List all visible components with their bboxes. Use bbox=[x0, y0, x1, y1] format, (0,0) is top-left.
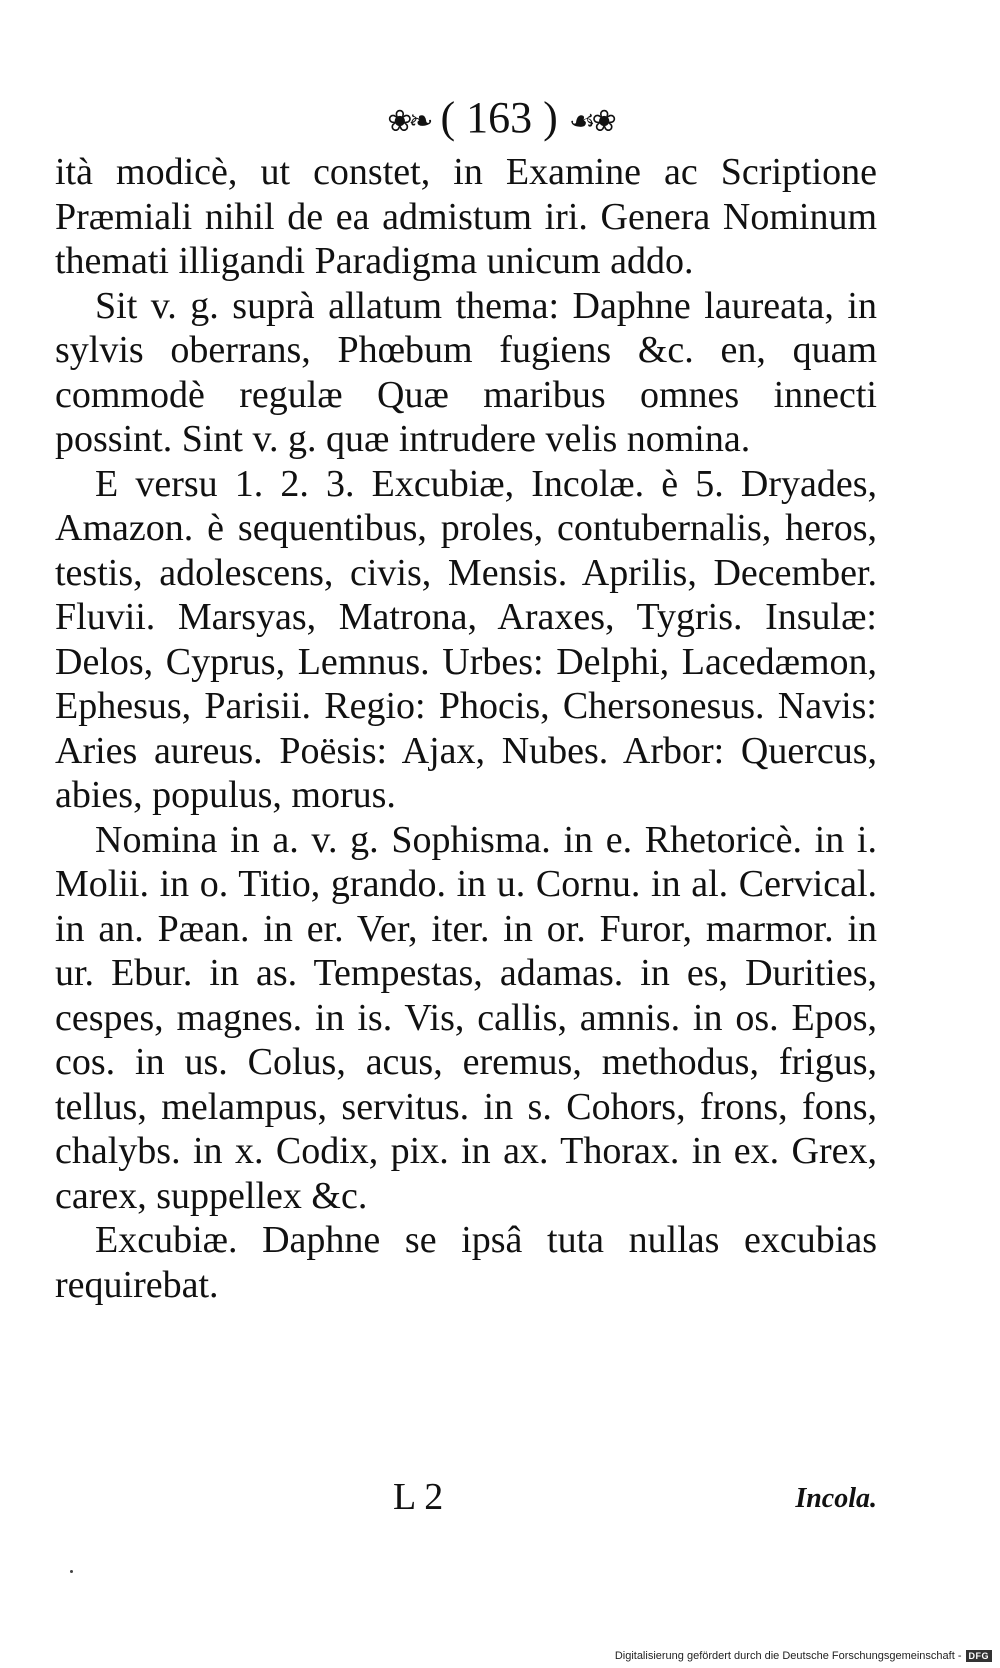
signature-mark: L 2 bbox=[393, 1476, 444, 1518]
page-header bbox=[0, 88, 1000, 152]
digitization-credit bbox=[615, 1650, 992, 1662]
paragraph-5: Excubiæ. Daphne se ipsâ tuta nullas excubias requirebat. bbox=[55, 1219, 877, 1306]
body-text bbox=[55, 150, 877, 1307]
page-footer bbox=[55, 1475, 877, 1525]
page-number: ( 163 ) bbox=[440, 93, 558, 142]
dfg-logo-icon: DFG bbox=[966, 1650, 993, 1662]
catchword: Incola. bbox=[795, 1483, 877, 1514]
print-speck bbox=[70, 1570, 73, 1573]
ornament-left-icon: ❀❧ bbox=[387, 104, 430, 138]
paragraph-3: E versu 1. 2. 3. Excubiæ, Incolæ. è 5. Dryades, Amazon. è sequentibus, proles, contubernalis, heros, testis, adolescens, civis, Mensis. Aprilis, December. Fluvii. Marsyas, Matrona, Araxes, Tygris. Insulæ: Delos, Cyprus, Lemnus. Urbes: Delphi, Lacedæmon, Ephesus, Parisii. Regio: Phocis, Chersonesus. Navis: Aries aureus. Poësis: Ajax, Nubes. Arbor: Quercus, abies, populus, morus. bbox=[55, 462, 877, 816]
paragraph-1: ità modicè, ut constet, in Examine ac Scriptione Præmiali nihil de ea admistum iri. Genera Nominum themati illigandi Paradigma unicum addo. bbox=[55, 151, 877, 282]
credit-text: Digitalisierung gefördert durch die Deutsche Forschungsgemeinschaft - bbox=[614, 1650, 962, 1662]
paragraph-2: Sit v. g. suprà allatum thema: Daphne laureata, in sylvis oberrans, Phœbum fugiens &c. en, quam commodè regulæ Quæ maribus omnes innecti possint. Sint v. g. quæ intrudere velis nomina. bbox=[55, 284, 877, 460]
paragraph-4: Nomina in a. v. g. Sophisma. in e. Rhetoricè. in i. Molii. in o. Titio, grando. in u. Cornu. in al. Cervical. in an. Pæan. in er. Ver, iter. in or. Furor, marmor. in ur. Ebur. in as. Tempestas, adamas. in es, Durities, cespes, magnes. in is. Vis, callis, amnis. in os. Epos, cos. in us. Colus, acus, eremus, methodus, frigus, tellus, melampus, servitus. in s. Cohors, frons, fons, chalybs. in x. Codix, pix. in ax. Thorax. in ex. Grex, carex, suppellex &c. bbox=[55, 818, 877, 1217]
ornament-right-icon: ☙❀ bbox=[568, 104, 613, 138]
